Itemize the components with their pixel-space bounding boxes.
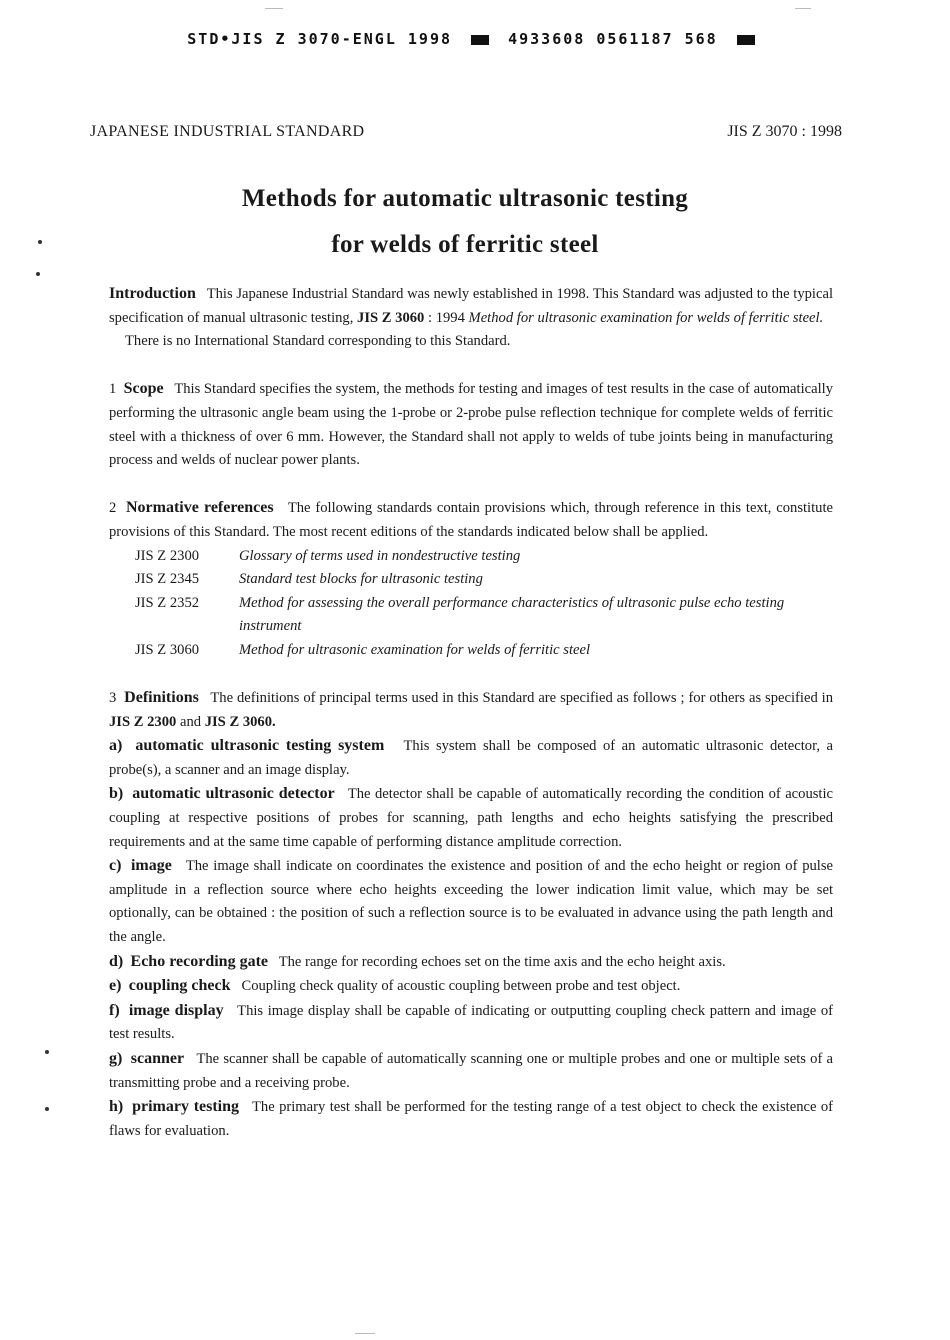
scan-mark bbox=[265, 8, 283, 9]
reference-code: JIS Z 2345 bbox=[135, 571, 200, 588]
reference-list bbox=[109, 545, 833, 663]
definition-item bbox=[109, 1095, 833, 1143]
reference-title: Glossary of terms used in nondestructive testing bbox=[239, 547, 521, 564]
scan-speck bbox=[38, 240, 42, 244]
normative-heading: Normative references bbox=[125, 499, 274, 517]
normative-section bbox=[109, 496, 833, 544]
definition-item bbox=[109, 974, 833, 999]
stamp-block-mark bbox=[737, 35, 755, 45]
definition-text: The detector shall be capable of automatically recording the condition of acoustic coupling at respective positions of probes for scanning, path lengths and echo heights satisfying the prescribed requirements and at the same time capable of performing distance amplitude correction. bbox=[109, 786, 834, 850]
reference-title: Standard test blocks for ultrasonic testing bbox=[239, 571, 483, 588]
definition-item bbox=[109, 734, 833, 782]
scan-speck bbox=[36, 272, 40, 276]
definition-term: image display bbox=[128, 1001, 224, 1019]
header-standard-label: JAPANESE INDUSTRIAL STANDARD bbox=[90, 123, 365, 140]
definitions-number: 3 bbox=[109, 690, 117, 707]
normative-text: The following standards contain provisions which, through reference in this text, constitute provisions of this Standard. The most recent editions of the standards indicated below shall be applied. bbox=[109, 500, 834, 540]
definition-term: Echo recording gate bbox=[130, 952, 268, 970]
definition-label: e) bbox=[109, 977, 122, 995]
scope-number: 1 bbox=[109, 381, 117, 398]
definitions-and: and bbox=[179, 713, 202, 730]
definition-term: primary testing bbox=[132, 1098, 240, 1116]
reference-title: Method for ultrasonic examination for welds of ferritic steel bbox=[239, 641, 591, 658]
scan-speck bbox=[45, 1107, 49, 1111]
definition-text: The image shall indicate on coordinates the existence and position of and the echo height or region of pulse amplitude in a reflection source where echo heights exceeding the lower indication limit value, which may be set optionally, can be obtained : the position of such a reflection source is to be evaluated in advance using the path length and the angle. bbox=[109, 858, 834, 946]
definition-item bbox=[109, 999, 833, 1047]
definition-label: c) bbox=[109, 857, 122, 875]
scope-section bbox=[109, 377, 833, 472]
intro-ref-title: Method for ultrasonic examination for welds of ferritic steel. bbox=[468, 309, 824, 326]
definition-text: The range for recording echoes set on the time axis and the echo height axis. bbox=[278, 953, 726, 970]
reference-item bbox=[109, 592, 833, 639]
title-line-2: for welds of ferritic steel bbox=[331, 231, 599, 258]
definition-term: automatic ultrasonic detector bbox=[132, 785, 335, 803]
intro-ref-code: JIS Z 3060 bbox=[357, 309, 425, 326]
stamp-left-text: STD•JIS Z 3070-ENGL 1998 bbox=[187, 30, 453, 48]
reference-item bbox=[109, 568, 833, 592]
definitions-ref-1: JIS Z 2300 bbox=[109, 713, 177, 730]
reference-code: JIS Z 3060 bbox=[135, 641, 200, 658]
reference-code: JIS Z 2300 bbox=[135, 547, 200, 564]
document-body bbox=[109, 282, 833, 1143]
intro-heading: Introduction bbox=[109, 285, 196, 302]
reference-item bbox=[109, 545, 833, 569]
definition-label: b) bbox=[109, 785, 124, 803]
intro-note: There is no International Standard corresponding to this Standard. bbox=[125, 333, 511, 350]
scan-mark bbox=[795, 8, 811, 9]
definition-term: coupling check bbox=[128, 977, 231, 995]
intro-text: This Japanese Industrial Standard was newly established in 1998. This Standard was adjusted to the typical specification of manual ultrasonic testing, bbox=[109, 286, 833, 326]
definition-text: This system shall be composed of an automatic ultrasonic detector, a probe(s), a scanner and an image display. bbox=[109, 738, 833, 778]
definition-label: h) bbox=[109, 1098, 124, 1116]
definition-text: Coupling check quality of acoustic coupling between probe and test object. bbox=[241, 978, 681, 995]
definition-item bbox=[109, 782, 833, 854]
definition-text: This image display shall be capable of indicating or outputting coupling check pattern and image of test results. bbox=[109, 1002, 833, 1043]
reference-item bbox=[109, 639, 833, 663]
title-line-1: Methods for automatic ultrasonic testing bbox=[241, 185, 689, 212]
reference-title: Method for assessing the overall performance characteristics of ultrasonic pulse echo testing instrument bbox=[239, 594, 785, 635]
normative-number: 2 bbox=[109, 500, 117, 517]
scan-speck bbox=[45, 1050, 49, 1054]
definition-label: g) bbox=[109, 1050, 123, 1067]
definition-term: image bbox=[130, 857, 172, 875]
definition-text: The primary test shall be performed for the testing range of a test object to check the existence of flaws for evaluation. bbox=[109, 1099, 834, 1139]
document-stamp bbox=[0, 30, 950, 48]
definition-term: automatic ultrasonic testing system bbox=[135, 737, 385, 755]
definition-item bbox=[109, 1047, 833, 1095]
reference-code: JIS Z 2352 bbox=[135, 594, 200, 611]
definitions-ref-2: JIS Z 3060. bbox=[204, 713, 276, 730]
definition-label: a) bbox=[109, 737, 123, 755]
definition-item bbox=[109, 950, 833, 975]
definitions-heading: Definitions bbox=[124, 689, 199, 707]
header-standard-number: JIS Z 3070 : 1998 bbox=[727, 123, 842, 140]
intro-paragraph bbox=[109, 282, 833, 330]
definitions-section bbox=[109, 686, 833, 734]
definition-label: f) bbox=[109, 1001, 120, 1019]
intro-ref-year: : 1994 bbox=[428, 309, 465, 326]
scan-mark bbox=[355, 1333, 375, 1334]
stamp-block-mark bbox=[471, 35, 489, 45]
definition-label: d) bbox=[109, 952, 124, 970]
scope-text: This Standard specifies the system, the methods for testing and images of test results in the case of automatically performing the ultrasonic angle beam using the 1-probe or 2-probe pulse reflection technique for complete welds of ferritic steel with a thickness of over 6 mm. However, the Standard shall not apply to welds of tube joints being in manufacturing process and welds of nuclear power plants. bbox=[109, 381, 833, 469]
stamp-middle-text: 4933608 0561187 568 bbox=[508, 30, 718, 48]
definition-text: The scanner shall be capable of automatically scanning one or multiple probes and one or multiple sets of a transmitting probe and a receiving probe. bbox=[109, 1051, 833, 1091]
definitions-text: The definitions of principal terms used in this Standard are specified as follows ; for others as specified in bbox=[210, 690, 834, 707]
scope-heading: Scope bbox=[123, 380, 164, 398]
definition-term: scanner bbox=[130, 1050, 185, 1067]
definition-item bbox=[109, 854, 833, 949]
page-title bbox=[0, 176, 930, 268]
